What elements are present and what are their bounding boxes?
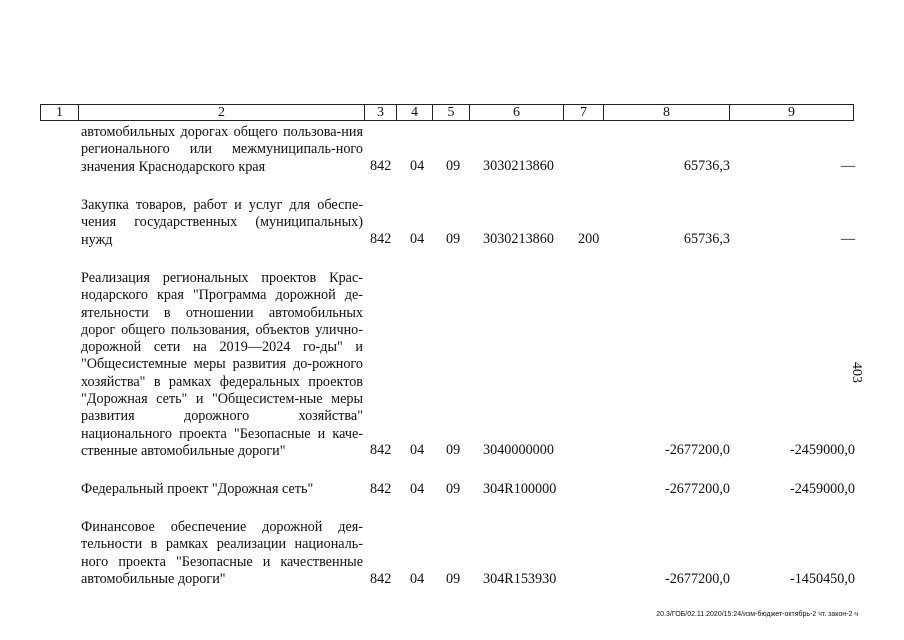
row-code-6: 3030213860 bbox=[483, 231, 554, 247]
row-code-6: 3040000000 bbox=[483, 442, 554, 458]
row-code-4: 04 bbox=[410, 231, 425, 247]
row-code-5: 09 bbox=[446, 231, 461, 247]
row-description: Реализация региональных проектов Крас-нодарского края "Программа дорожной де-ятельности в отношении автомобильных дорог общего пользования, объектов улично-дорожной сети на 2019—2024 го-ды" и "Общесистемные меры развития до-рожного хозяйства" в рамках федеральных проектов "Дорожная сеть" и "Общесистем-ные меры развития дорожного хозяйства" национального проекта "Безопасные и каче-ственные автомобильные дороги" bbox=[81, 270, 363, 459]
header-col-2: 2 bbox=[79, 105, 365, 120]
footer-note: 20.3/ГОБ/02.11.2020/15:24/изм-бюджет-октябрь-2 чт. закон-2 ч bbox=[656, 611, 858, 618]
row-code-3: 842 bbox=[370, 481, 392, 497]
row-code-3: 842 bbox=[370, 158, 392, 174]
row-code-7: 200 bbox=[578, 231, 600, 247]
row-amount-9: -2459000,0 bbox=[789, 481, 855, 497]
row-amount-9: -2459000,0 bbox=[789, 442, 855, 458]
row-code-3: 842 bbox=[370, 231, 392, 247]
row-amount-8: 65736,3 bbox=[683, 158, 730, 174]
header-col-3: 3 bbox=[365, 105, 397, 120]
row-code-4: 04 bbox=[410, 158, 425, 174]
header-col-1: 1 bbox=[41, 105, 79, 120]
row-code-3: 842 bbox=[370, 571, 392, 587]
row-code-6: 304R100000 bbox=[483, 481, 557, 497]
row-description: Финансовое обеспечение дорожной дея-тельности в рамках реализации националь-ного проекта "Безопасные и качественные автомобильные дороги" bbox=[81, 519, 363, 587]
row-code-4: 04 bbox=[410, 571, 425, 587]
row-amount-8: -2677200,0 bbox=[664, 571, 730, 587]
row-code-6: 304R153930 bbox=[483, 571, 557, 587]
header-col-4: 4 bbox=[397, 105, 433, 120]
row-code-4: 04 bbox=[410, 481, 425, 497]
header-col-6: 6 bbox=[470, 105, 564, 120]
table-header bbox=[40, 104, 854, 121]
row-code-5: 09 bbox=[446, 158, 461, 174]
header-col-7: 7 bbox=[564, 105, 604, 120]
row-amount-9: -1450450,0 bbox=[789, 571, 855, 587]
row-code-4: 04 bbox=[410, 442, 425, 458]
row-amount-8: 65736,3 bbox=[683, 231, 730, 247]
row-code-5: 09 bbox=[446, 571, 461, 587]
row-amount-9: — bbox=[840, 231, 855, 247]
page-number: 403 bbox=[849, 362, 864, 383]
row-amount-9: — bbox=[840, 158, 855, 174]
header-col-5: 5 bbox=[433, 105, 470, 120]
row-description: Федеральный проект "Дорожная сеть" bbox=[81, 481, 314, 497]
row-code-5: 09 bbox=[446, 481, 461, 497]
row-description: Закупка товаров, работ и услуг для обеспе-чения государственных (муниципальных) нужд bbox=[81, 197, 363, 248]
row-amount-8: -2677200,0 bbox=[664, 442, 730, 458]
row-description: автомобильных дорогах общего пользова-ния регионального или межмуниципаль-ного значения Краснодарского края bbox=[81, 124, 363, 175]
header-col-8: 8 bbox=[604, 105, 730, 120]
row-code-5: 09 bbox=[446, 442, 461, 458]
row-code-6: 3030213860 bbox=[483, 158, 554, 174]
row-code-3: 842 bbox=[370, 442, 392, 458]
row-amount-8: -2677200,0 bbox=[664, 481, 730, 497]
header-col-9: 9 bbox=[788, 105, 795, 120]
